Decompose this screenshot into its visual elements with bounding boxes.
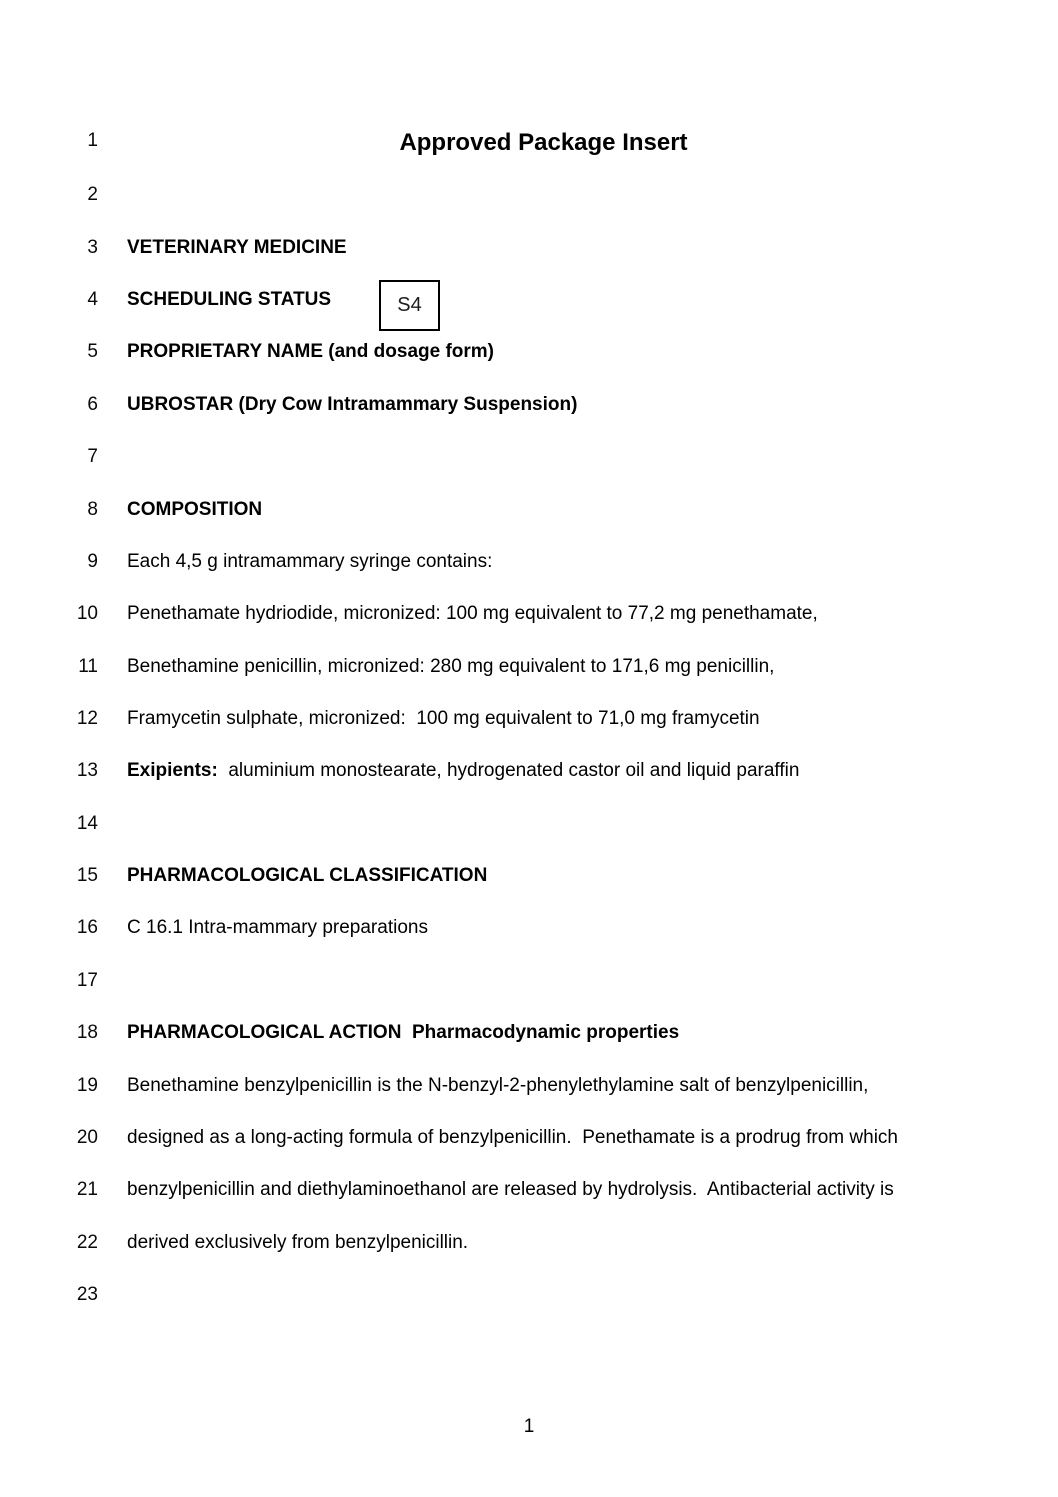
line-number: 19 — [76, 1075, 98, 1096]
line-number: 4 — [87, 289, 98, 310]
line-number: 10 — [76, 603, 98, 624]
document-line — [0, 1230, 1058, 1256]
line-text: Framycetin sulphate, micronized: 100 mg equivalent to 71,0 mg framycetin — [127, 708, 760, 729]
line-text — [127, 758, 799, 784]
line-text: derived exclusively from benzylpenicillin. — [127, 1232, 469, 1253]
document-line — [0, 128, 1058, 158]
line-number: 9 — [87, 551, 98, 572]
document-line — [0, 497, 1058, 523]
line-number: 20 — [76, 1127, 98, 1148]
section-heading-pharmacological-action: PHARMACOLOGICAL ACTION Pharmacodynamic properties — [127, 1022, 680, 1043]
line-number: 17 — [76, 970, 98, 991]
line-text: Benethamine benzylpenicillin is the N-benzyl-2-phenylethylamine salt of benzylpenicillin, — [127, 1075, 869, 1096]
line-number: 1 — [87, 130, 98, 151]
document-line — [0, 444, 1058, 470]
line-number: 14 — [76, 813, 98, 834]
line-number: 11 — [78, 656, 98, 677]
excipients-label: Exipients: — [127, 760, 218, 781]
scheduling-status-box — [379, 280, 440, 331]
line-number: 13 — [76, 760, 98, 781]
section-heading-scheduling-status: SCHEDULING STATUS — [127, 289, 332, 310]
document-line — [0, 182, 1058, 208]
line-number: 2 — [87, 184, 98, 205]
section-heading-veterinary-medicine: VETERINARY MEDICINE — [127, 237, 347, 258]
line-text: Each 4,5 g intramammary syringe contains: — [127, 551, 493, 572]
document-line — [0, 1073, 1058, 1099]
document-line — [0, 287, 1058, 313]
scheduling-status-value: S4 — [397, 294, 422, 316]
line-text: Penethamate hydriodide, micronized: 100 mg equivalent to 77,2 mg penethamate, — [127, 603, 818, 624]
line-text: benzylpenicillin and diethylaminoethanol are released by hydrolysis. Antibacterial activity is — [127, 1179, 894, 1200]
document-line — [0, 1020, 1058, 1046]
line-number: 18 — [76, 1022, 98, 1043]
excipients-value: aluminium monostearate, hydrogenated castor oil and liquid paraffin — [217, 760, 800, 781]
document-line — [0, 339, 1058, 365]
document-line — [0, 758, 1058, 784]
document-line — [0, 968, 1058, 994]
product-name: UBROSTAR (Dry Cow Intramammary Suspension) — [127, 394, 578, 415]
document-line — [0, 1282, 1058, 1308]
line-number: 15 — [76, 865, 98, 886]
document-line — [0, 235, 1058, 261]
document-line — [0, 654, 1058, 680]
document-line — [0, 601, 1058, 627]
document-line — [0, 1177, 1058, 1203]
line-number: 5 — [87, 341, 98, 362]
document-line — [0, 392, 1058, 418]
line-number: 12 — [76, 708, 98, 729]
page-title: Approved Package Insert — [399, 129, 688, 156]
line-number: 8 — [87, 499, 98, 520]
line-number: 7 — [87, 446, 98, 467]
document-line — [0, 549, 1058, 575]
document-line — [0, 706, 1058, 732]
document-line — [0, 1125, 1058, 1151]
line-number: 21 — [76, 1179, 98, 1200]
line-number: 16 — [76, 917, 98, 938]
document-line — [0, 863, 1058, 889]
page-number: 1 — [523, 1416, 535, 1437]
document-line — [0, 915, 1058, 941]
line-text: Benethamine penicillin, micronized: 280 mg equivalent to 171,6 mg penicillin, — [127, 656, 775, 677]
section-heading-composition: COMPOSITION — [127, 499, 263, 520]
document-line — [0, 811, 1058, 837]
line-text: designed as a long-acting formula of benzylpenicillin. Penethamate is a prodrug from which — [127, 1127, 898, 1148]
line-text: C 16.1 Intra-mammary preparations — [127, 917, 428, 938]
line-number: 22 — [76, 1232, 98, 1253]
section-heading-proprietary-name: PROPRIETARY NAME (and dosage form) — [127, 341, 495, 362]
section-heading-pharmacological-classification: PHARMACOLOGICAL CLASSIFICATION — [127, 865, 488, 886]
line-number: 3 — [87, 237, 98, 258]
line-number: 6 — [87, 394, 98, 415]
page-footer — [0, 1414, 1058, 1440]
line-number: 23 — [76, 1284, 98, 1305]
